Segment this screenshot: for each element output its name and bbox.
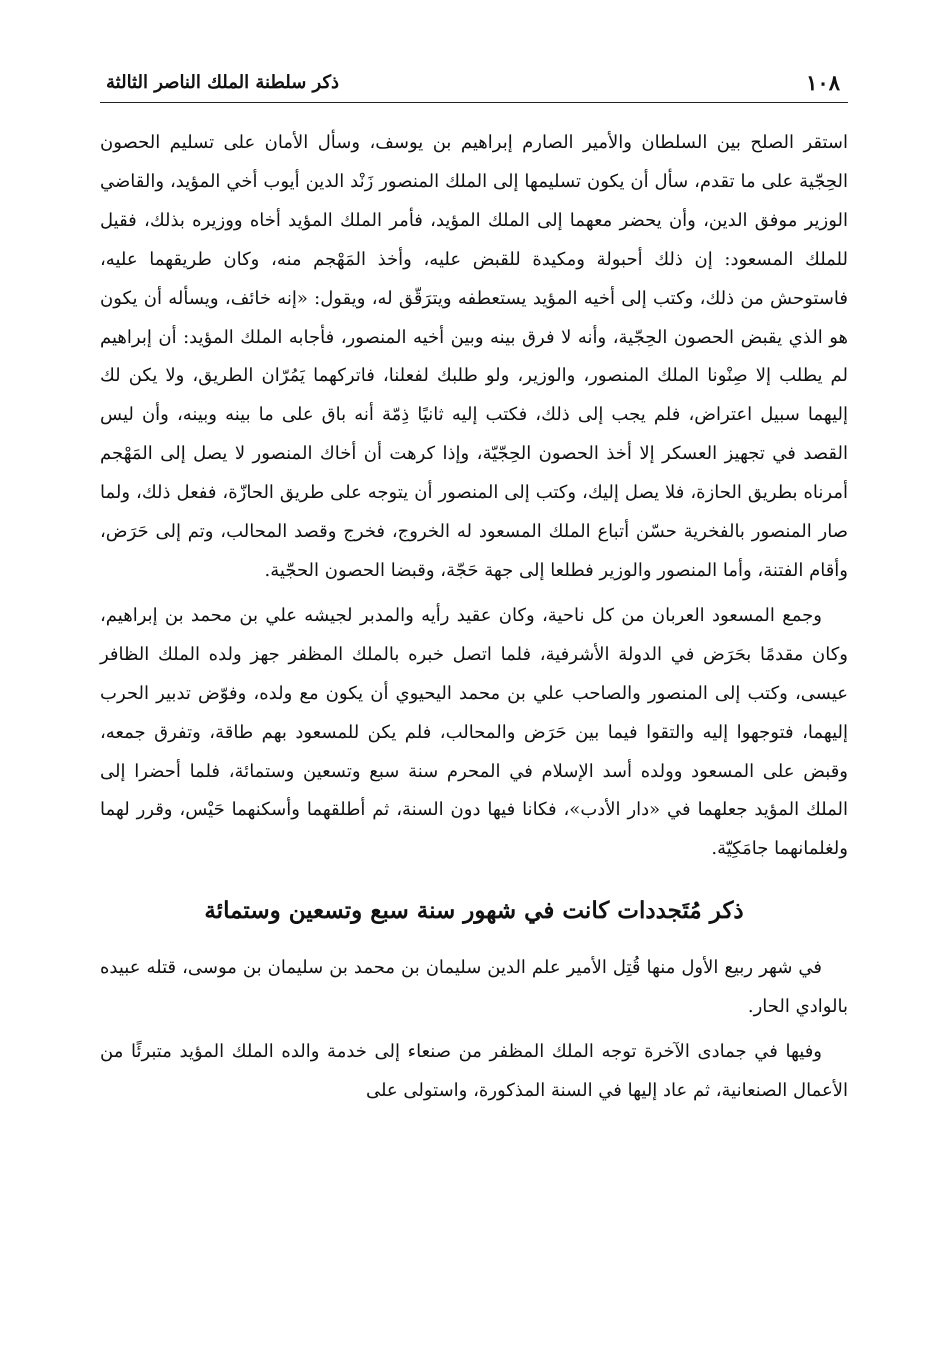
section-paragraph-1: في شهر ربيع الأول منها قُتِل الأمير علم الدين سليمان بن محمد بن سليمان بن موسى، قتله عبيده بالوادي الحار.: [100, 957, 848, 1018]
running-header: [100, 68, 848, 103]
section-paragraph-2: وفيها في جمادى الآخرة توجه الملك المظفر من صنعاء إلى خدمة والده الملك المؤيد متبرئًا من الأعمال الصنعانية، ثم عاد إليها في السنة المذكورة، واستولى على: [100, 1041, 848, 1101]
body-text: [100, 124, 848, 1111]
paragraph-1: استقر الصلح بين السلطان والأمير الصارم إبراهيم بن يوسف، وسأل الأمان على تسليم الحصون الحِجّية على ما تقدم، سأل أن يكون تسليمها إلى الملك المنصور زَنْد الدين أيوب أخي المؤيد، والقاضي الوزير موفق الدين، وأن يحضر معهما إلى الملك المؤيد، فأمر الملك المؤيد أخاه ووزيره بذلك، فقيل للملك المسعود: إن ذلك أحبولة ومكيدة للقبض عليه، وأخذ المَهْجم منه، وكان طريقهما عليه، فاستوحش من ذلك، وكتب إلى أخيه المؤيد يستعطفه ويترَقّق له، ويقول: «إنه خائف، ويسأله أن يكون هو الذي يقبض الحصون الحِجّية، وأنه لا فرق بينه وبين أخيه المنصور، فأجابه الملك المؤيد: أن إبراهيم لم يطلب إلا صِنْونا الملك المنصور، والوزير، ولو طلبك لفعلنا، فاتركهما يَمُرّان الطريق، ولا يكن لك إليهما سبيل اعتراض، فلم يجب إلى ذلك، فكتب إليه ثانيًا ذِمّة أنه باق على ما بينه وبينه، وأن ليس القصد في تجهيز العسكر إلا أخذ الحصون الحِجّيّة، وإذا كرهت أن أخاك المنصور لا يصل إلى المَهْجم أمرناه بطريق الحازة، فلا يصل إليك، وكتب إلى المنصور أن يتوجه على طريق الحازّة، ففعل ذلك، ولما صار المنصور بالفخرية حسّن أتباع الملك المسعود له الخروج، فخرج وقصد المحالب، وتم إلى حَرَض، وأقام الفتنة، وأما المنصور والوزير فطلعا إلى جهة حَجّة، وقبضا الحصون الحجّية.: [100, 132, 848, 581]
book-page: [100, 0, 848, 1360]
page-number: ١٠٨: [806, 70, 840, 95]
section-heading: ذكر مُتَجددات كانت في شهور سنة سبع وتسعين وستمائة: [204, 897, 744, 925]
running-title: ذكر سلطنة الملك الناصر الثالثة: [106, 72, 340, 93]
paragraph-2: وجمع المسعود العربان من كل ناحية، وكان عقيد رأيه والمدبر لجيشه علي بن محمد بن إبراهيم، وكان مقدمًا بحَرَض في الدولة الأشرفية، فلما اتصل خبره بالملك المظفر جهز ولده الملك الظافر عيسى، وكتب إلى المنصور والصاحب علي بن محمد اليحيوي أن يكون مع ولده، وفوّض تدبير الحرب إليهما، فتوجهوا إليه والتقوا فيما بين حَرَض والمحالب، فلم يكن للمسعود بهم طاقة، وتفرق جمعه، وقبض على المسعود وولده أسد الإسلام في المحرم سنة سبع وتسعين وستمائة، فلما أحضرا إلى الملك المؤيد جعلهما في «دار الأدب»، فكانا فيها دون السنة، ثم أطلقهما وأسكنهما حَيْس، وقرر لهما ولغلمانهما جامَكِيّة.: [100, 604, 848, 860]
